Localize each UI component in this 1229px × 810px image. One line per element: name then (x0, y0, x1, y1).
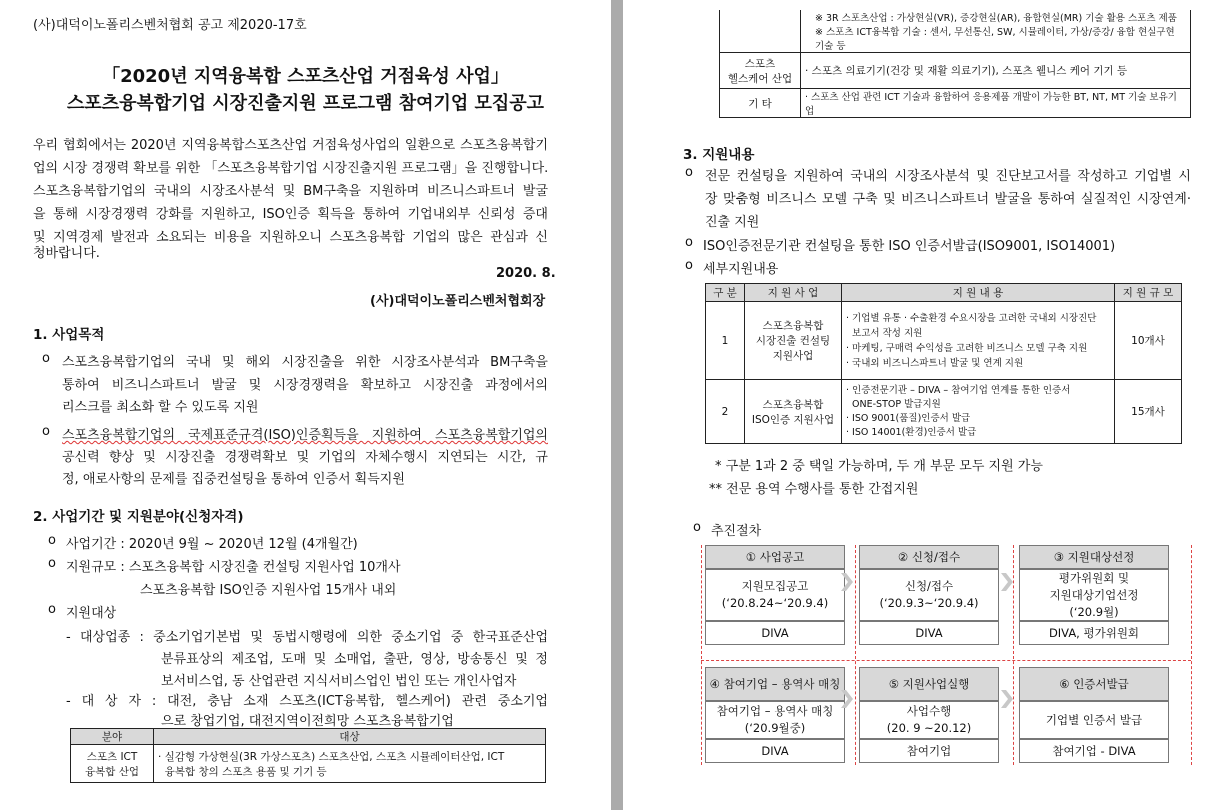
section-1-title: 1. 사업목적 (33, 327, 105, 343)
bullet-circle: o (685, 235, 693, 250)
step-6-body: 기업별 인증서 발급 (1019, 701, 1169, 739)
support-line: 전문 컨설팅을 지원하여 국내의 시장조사분석 및 진단보고서를 작성하고 기업별 시 (705, 169, 1191, 184)
step-5-header: ⑤ 지원사업실행 (859, 667, 999, 701)
dashed-guide (1191, 545, 1192, 765)
industry-line: 보서비스업, 동 산업관련 지식서비스업인 법인 또는 개인사업자 (161, 674, 517, 689)
dashed-guide (701, 660, 1191, 661)
purpose-line: 스포츠융복합기업의 국제표준규격(ISO)인증획득을 지원하여 스포츠융복합기업의 (62, 428, 548, 443)
step-2-header: ② 신청/접수 (859, 545, 999, 569)
step-6-owner: 참여기업 - DIVA (1019, 739, 1169, 763)
note-2: ** 전문 용역 수행사를 통한 간접지원 (709, 482, 919, 497)
chevron-right-icon (999, 571, 1015, 593)
intro-line: 을 통해 시장경쟁력 강화를 지원하고, ISO인증 획득을 통하여 기업내외부 신뢰성 증대 (33, 207, 548, 222)
notice-number: (사)대덕이노폴리스벤처협회 공고 제2020-17호 (33, 18, 307, 33)
table-header: 분야 (71, 729, 154, 745)
note-1: * 구분 1과 2 중 택일 가능하며, 두 개 부문 모두 지원 가능 (715, 459, 1043, 474)
bullet-circle: o (685, 258, 693, 273)
document-page-right (623, 0, 1229, 810)
target-heading: 지원대상 (66, 606, 117, 621)
chevron-right-icon (839, 571, 855, 593)
target-line: 으로 창업기업, 대전지역이전희망 스포츠융복합기업 (161, 714, 454, 729)
scale-line: 스포츠융복합 ISO인증 지원사업 15개사 내외 (140, 583, 397, 598)
intro-line: 우리 협회에서는 2020년 지역융복합스포츠산업 거점육성사업의 일환으로 스포츠융복합기 (33, 138, 548, 153)
step-4-body: 참여기업 – 용역사 매칭 (‘20.9월중) (705, 701, 845, 739)
table-header: 대상 (154, 729, 546, 745)
table-header: 지 원 규 모 (1115, 284, 1182, 302)
target-cell: · 스포츠 의료기기(건강 및 재활 의료기기), 스포츠 웰니스 케어 기기 등 (801, 53, 1191, 89)
title-line-1: 「2020년 지역융복합 스포츠산업 거점육성 사업」 (102, 66, 509, 87)
section-3-title: 3. 지원내용 (683, 147, 755, 163)
field-cell (720, 10, 801, 53)
field-cell: 스포츠 헬스케어 산업 (720, 53, 801, 89)
industry-line: 분류표상의 제조업, 도매 및 소매업, 출판, 영상, 방송통신 및 정 (161, 652, 548, 667)
step-6-header: ⑥ 인증서발급 (1019, 667, 1169, 701)
period-line: 사업기간 : 2020년 9월 ~ 2020년 12월 (4개월간) (66, 537, 358, 552)
intro-line: 스포츠융복합기업의 국내의 시장조사분석 및 BM구축을 지원하며 비즈니스파트너 발굴 (33, 184, 548, 199)
step-3-header: ③ 지원대상선정 (1019, 545, 1169, 569)
bullet-circle: o (693, 520, 701, 535)
iso-line: ISO인증전문기관 컨설팅을 통한 ISO 인증서발급(ISO9001, ISO14001) (703, 239, 1116, 254)
target-cell: · 스포츠 산업 관련 ICT 기술과 융합하여 응용제품 개발이 가능한 BT, NT, MT 기술 보유기업 (801, 89, 1191, 118)
row-number: 1 (706, 302, 745, 380)
step-4-owner: DIVA (705, 739, 845, 763)
content-cell: · 기업별 유통 · 수출환경 수요시장을 고려한 국내외 시장진단 보고서 작성 지원 · 마케팅, 구매력 수익성을 고려한 비즈니스 모델 구축 지원 · 국내외 비즈니스파트너 발굴 및 연계 지원 (842, 302, 1115, 380)
support-line: 장 맞춤형 비즈니스 모델 구축 및 비즈니스파트너 발굴을 통하여 실질적인 시장연계· (705, 192, 1191, 207)
signer: (사)대덕이노폴리스벤처협회장 (370, 294, 546, 309)
target-line: - 대 상 자 : 대전, 충남 소재 스포츠(ICT융복합, 헬스케어) 관련 중소기업 (66, 694, 548, 709)
target-cell: ※ 3R 스포츠산업 : 가상현실(VR), 증강현실(AR), 융합현실(MR) 기술 활용 스포츠 제품 ※ 스포츠 ICT융복합 기술 : 센서, 무선통신, SW, 시뮬레이터, 가상/증강/ 융합 현실구현 기술 등 (801, 10, 1191, 53)
step-1-owner: DIVA (705, 621, 845, 645)
scale-cell: 10개사 (1115, 302, 1182, 380)
dashed-guide (855, 545, 856, 765)
chevron-right-icon (999, 688, 1015, 710)
row-number: 2 (706, 380, 745, 444)
dashed-guide (701, 545, 702, 765)
step-3-body: 평가위원회 및 지원대상기업선정 (‘20.9월) (1019, 569, 1169, 621)
step-2-body: 신청/접수 (‘20.9.3~‘20.9.4) (859, 569, 999, 621)
purpose-line: 스포츠융복합기업의 국내 및 해외 시장진출을 위한 시장조사분석과 BM구축을 (62, 355, 548, 370)
bullet-circle: o (42, 424, 50, 439)
field-cell: 스포츠 ICT 융복합 산업 (71, 745, 154, 783)
program-cell: 스포츠융복합 ISO인증 지원사업 (745, 380, 842, 444)
step-5-owner: 참여기업 (859, 739, 999, 763)
purpose-line: 리스크를 최소화 할 수 있도록 지원 (62, 400, 259, 415)
scale-cell: 15개사 (1115, 380, 1182, 444)
table-header: 지 원 사 업 (745, 284, 842, 302)
purpose-line: 정, 애로사항의 문제를 집중컨설팅을 통하여 인증서 획득지원 (62, 472, 405, 487)
title-line-2: 스포츠융복합기업 시장진출지원 프로그램 참여기업 모집공고 (66, 93, 545, 114)
program-cell: 스포츠융복합 시장진출 컨설팅 지원사업 (745, 302, 842, 380)
detail-heading: 세부지원내용 (703, 262, 779, 277)
notice-date: 2020. 8. (496, 266, 556, 281)
process-title: 추진절차 (711, 524, 762, 539)
field-cell: 기 타 (720, 89, 801, 118)
bullet-circle: o (685, 165, 693, 180)
step-1-header: ① 사업공고 (705, 545, 845, 569)
bullet-circle: o (42, 351, 50, 366)
step-4-header: ④ 참여기업 – 용역사 매칭 (705, 667, 845, 701)
table-header: 구 분 (706, 284, 745, 302)
intro-line: 및 지역경제 발전과 소요되는 비용을 지원하오니 스포츠융복합 기업의 많은 관심과 신 (33, 230, 548, 245)
bullet-circle: o (48, 556, 56, 571)
support-line: 진출 지원 (705, 215, 760, 230)
table-header: 지 원 내 용 (842, 284, 1115, 302)
step-3-owner: DIVA, 평가위원회 (1019, 621, 1169, 645)
field-table-continued (719, 10, 1191, 118)
step-2-owner: DIVA (859, 621, 999, 645)
section-2-title: 2. 사업기간 및 지원분야(신청자격) (33, 509, 244, 525)
content-cell: · 인증전문기관 – DIVA – 참여기업 연계를 통한 인증서 ONE-STOP 발급지원 · ISO 9001(품질)인증서 발급 · ISO 14001(환경)인증서 발급 (842, 380, 1115, 444)
scale-line: 지원규모 : 스포츠융복합 시장진출 컨설팅 지원사업 10개사 (66, 560, 401, 575)
intro-line: 청바랍니다. (33, 246, 100, 261)
step-5-body: 사업수행 (20. 9 ~20.12) (859, 701, 999, 739)
document-page-left (0, 0, 611, 810)
bullet-circle: o (48, 602, 56, 617)
target-cell: · 실감형 가상현실(3R 가상스포츠) 스포츠산업, 스포츠 시뮬레이터산업, ICT 융복합 창의 스포츠 용품 및 기기 등 (154, 745, 546, 783)
bullet-circle: o (48, 533, 56, 548)
purpose-line: 통하여 비즈니스파트너 발굴 및 시장경쟁력을 확보하고 시장진출 과정에서의 (62, 378, 548, 393)
industry-line: - 대상업종 : 중소기업기본법 및 동법시행령에 의한 중소기업 중 한국표준산업 (66, 630, 548, 645)
field-table (70, 728, 546, 783)
intro-line: 업의 시장 경쟁력 확보를 위한 「스포츠융복합기업 시장진출지원 프로그램」을 진행합니다. (33, 161, 549, 176)
step-1-body: 지원모집공고 (‘20.8.24~‘20.9.4) (705, 569, 845, 621)
purpose-line: 공신력 향상 및 시장진출 경쟁력확보 및 기업의 자체수행시 지연되는 시간, 규 (62, 450, 548, 465)
detail-table (705, 283, 1182, 444)
chevron-right-icon (839, 688, 855, 710)
